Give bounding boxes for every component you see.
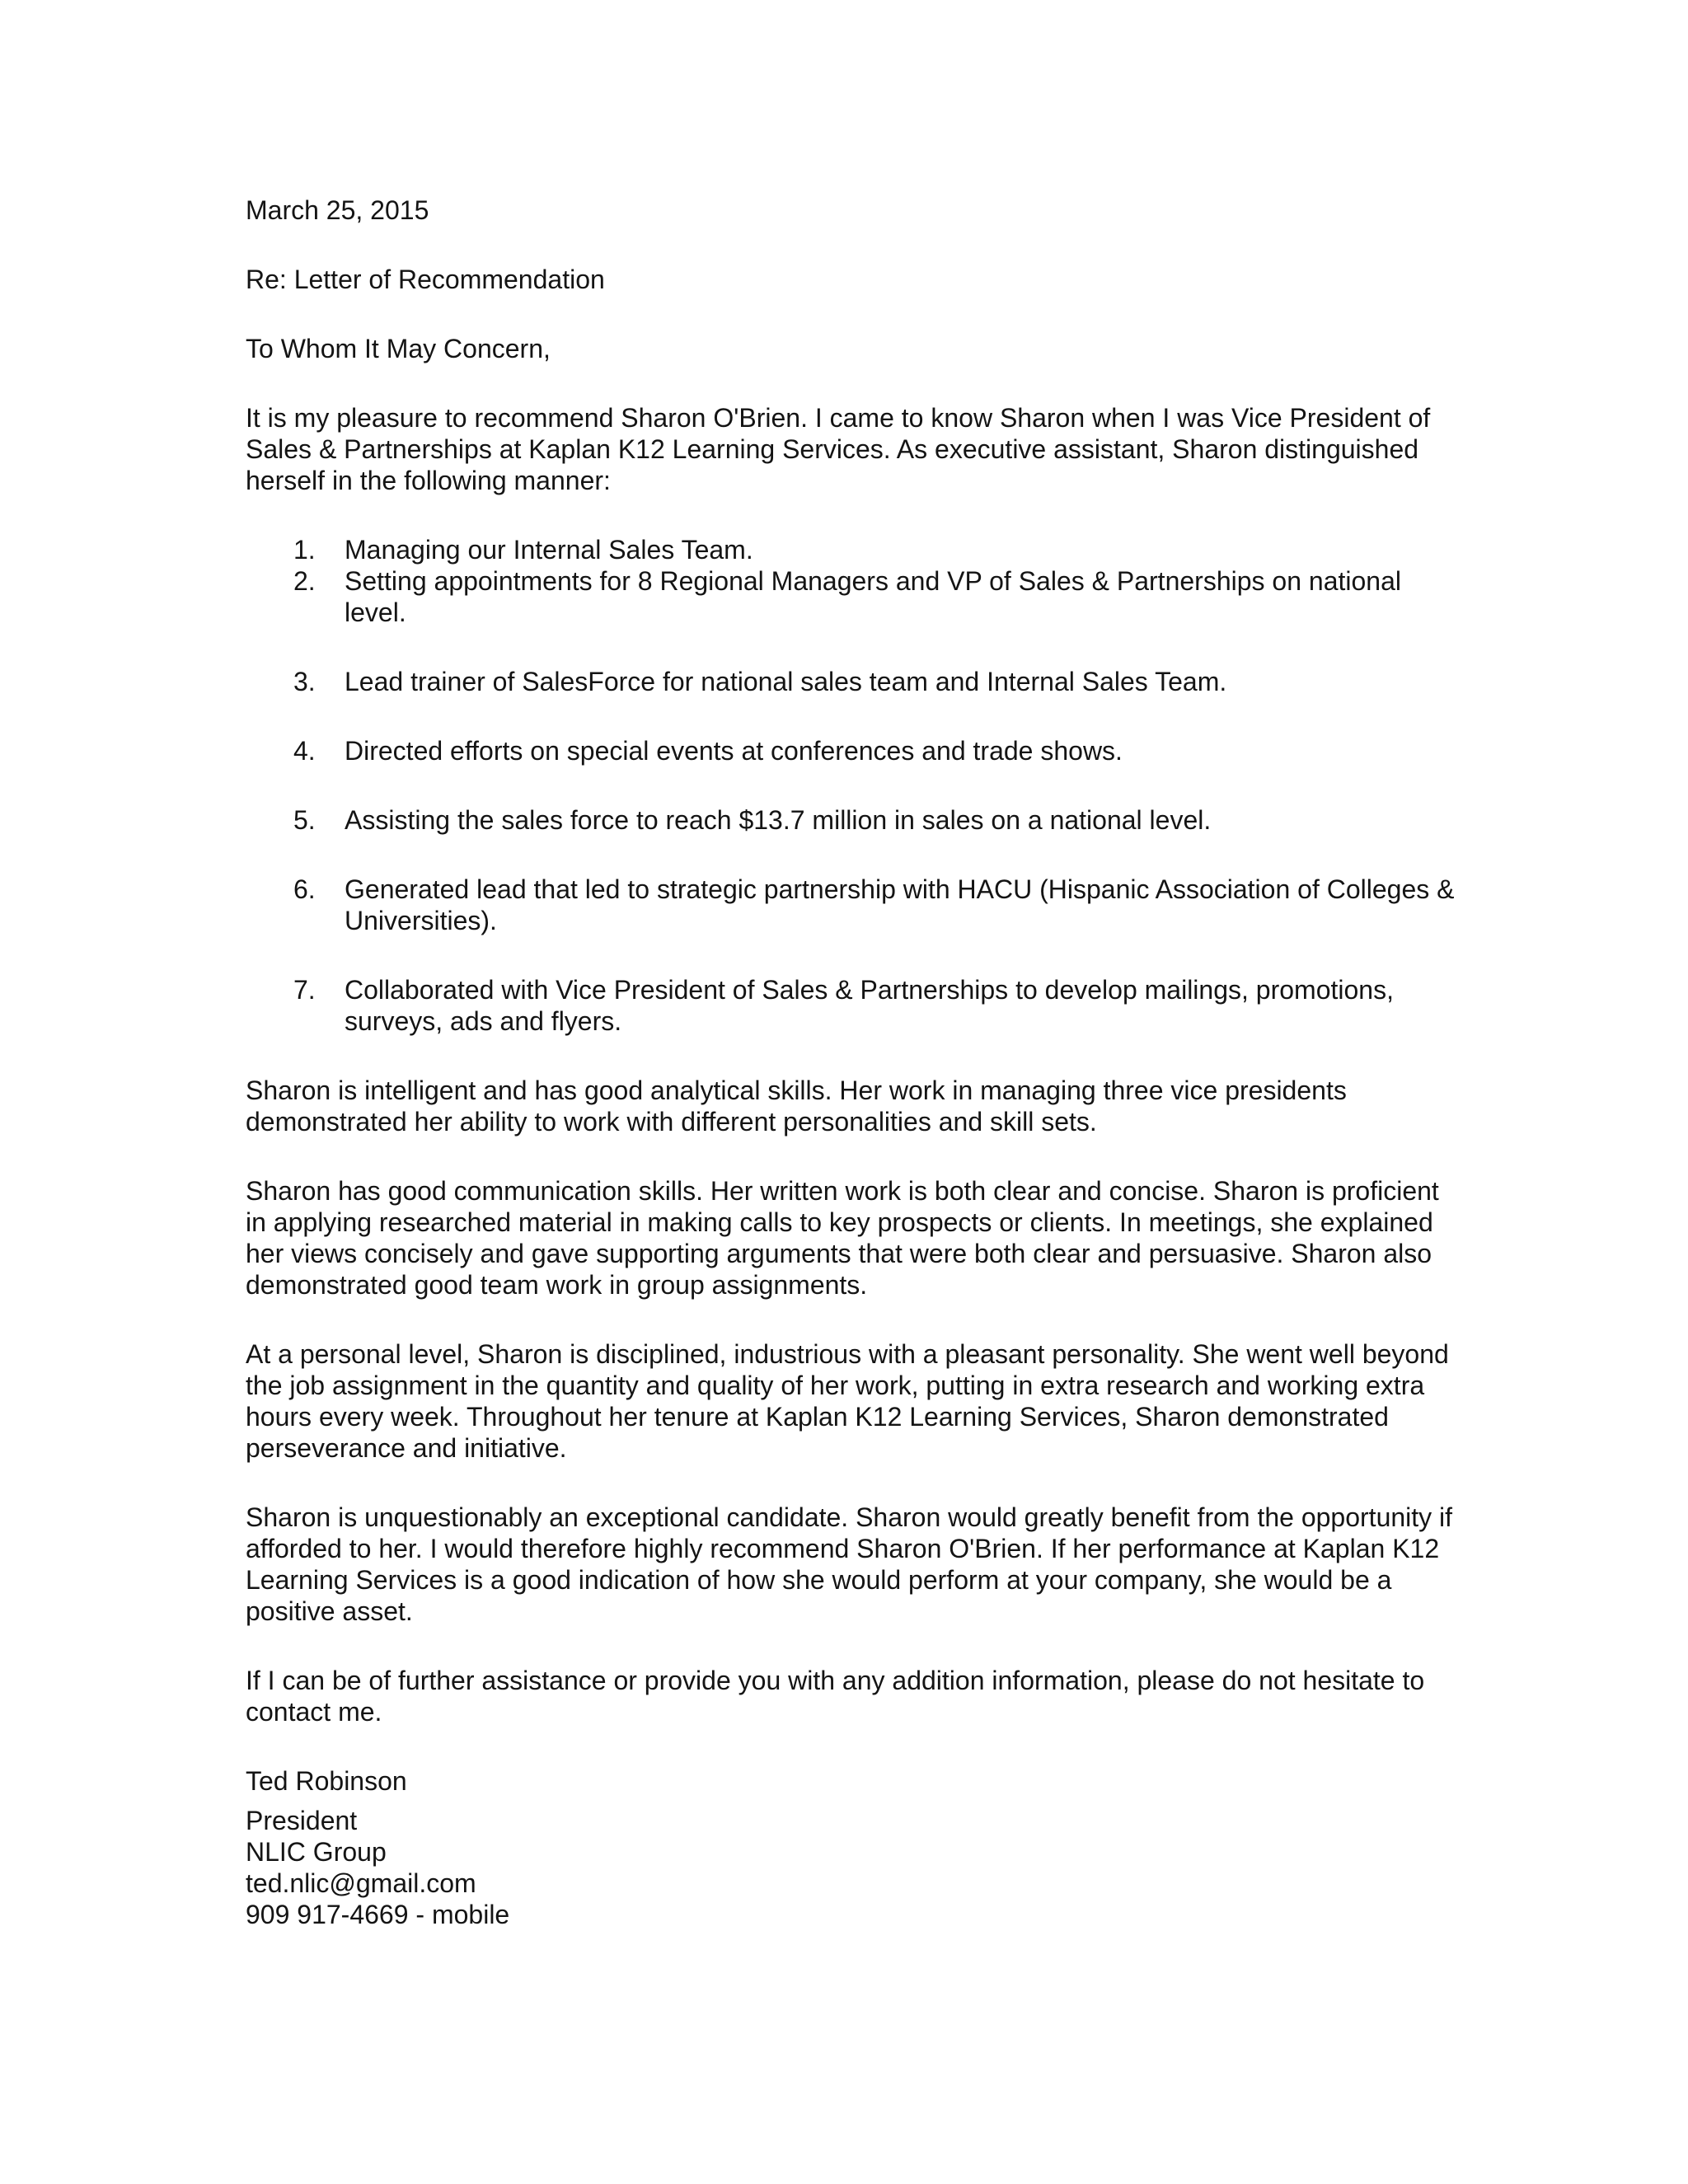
list-item-number: 7. [293,975,316,1005]
list-item-number: 2. [293,566,316,596]
list-item-text: Setting appointments for 8 Regional Managers and VP of Sales & Partnerships on national level. [345,566,1401,627]
list-item-text: Lead trainer of SalesForce for national sales team and Internal Sales Team. [345,667,1227,696]
list-item-number: 4. [293,736,316,766]
signature-block [246,1765,1465,1930]
body-paragraph: At a personal level, Sharon is disciplined, industrious with a pleasant personality. She went well beyond the job assignment in the quantity and quality of her work, putting in extra research and working extra hours every week. Throughout her tenure at Kaplan K12 Learning Services, Sharon demonstrated perseverance and initiative. [246,1339,1449,1463]
list-item-text: Assisting the sales force to reach $13.7 million in sales on a national level. [345,805,1212,835]
letter-intro: It is my pleasure to recommend Sharon O'Brien. I came to know Sharon when I was Vice President of Sales & Partnerships at Kaplan K12 Learning Services. As executive assistant, Sharon distinguished herself in the following manner: [246,403,1431,495]
body-paragraph: Sharon is unquestionably an exceptional candidate. Sharon would greatly benefit from the opportunity if afforded to her. I would therefore highly recommend Sharon O'Brien. If her performance at Kaplan K12 Learning Services is a good indication of how she would perform at your company, she would be a positive asset. [246,1502,1453,1626]
list-item [246,874,1465,936]
letter-date: March 25, 2015 [246,195,429,225]
signature-phone: 909 917-4669 - mobile [246,1900,510,1929]
achievements-list [246,534,1465,1037]
list-item-number: 1. [293,535,316,565]
list-item-number: 5. [293,805,316,835]
closing-paragraph: If I can be of further assistance or provide you with any addition information, please do not hesitate to contact me. [246,1666,1425,1727]
letter-salutation: To Whom It May Concern, [246,334,551,363]
list-item-text: Collaborated with Vice President of Sales & Partnerships to develop mailings, promotions, surveys, ads and flyers. [345,975,1394,1036]
list-item-number: 3. [293,667,316,696]
list-item-text: Managing our Internal Sales Team. [345,535,753,565]
list-item-number: 6. [293,874,316,904]
list-item [246,804,1465,836]
body-paragraph: Sharon is intelligent and has good analytical skills. Her work in managing three vice presidents demonstrated her ability to work with different personalities and skill sets. [246,1076,1347,1137]
signature-title: President [246,1806,358,1835]
list-item-text: Directed efforts on special events at conferences and trade shows. [345,736,1123,766]
signature-name: Ted Robinson [246,1766,407,1796]
list-item [246,735,1465,766]
letter-subject: Re: Letter of Recommendation [246,265,605,294]
letter-page [246,194,1465,1930]
list-item [246,565,1465,628]
signature-company: NLIC Group [246,1837,387,1867]
signature-email: ted.nlic@gmail.com [246,1868,476,1898]
list-item [246,534,1465,565]
list-item [246,974,1465,1037]
list-item [246,666,1465,697]
body-paragraph: Sharon has good communication skills. Her written work is both clear and concise. Sharon is proficient in applying researched material in making calls to key prospects or clients. In meetings, she explained her views concisely and gave supporting arguments that were both clear and persuasive. Sharon also demonstrated good team work in group assignments. [246,1176,1439,1300]
list-item-text: Generated lead that led to strategic partnership with HACU (Hispanic Association of Colleges & Universities). [345,874,1455,935]
